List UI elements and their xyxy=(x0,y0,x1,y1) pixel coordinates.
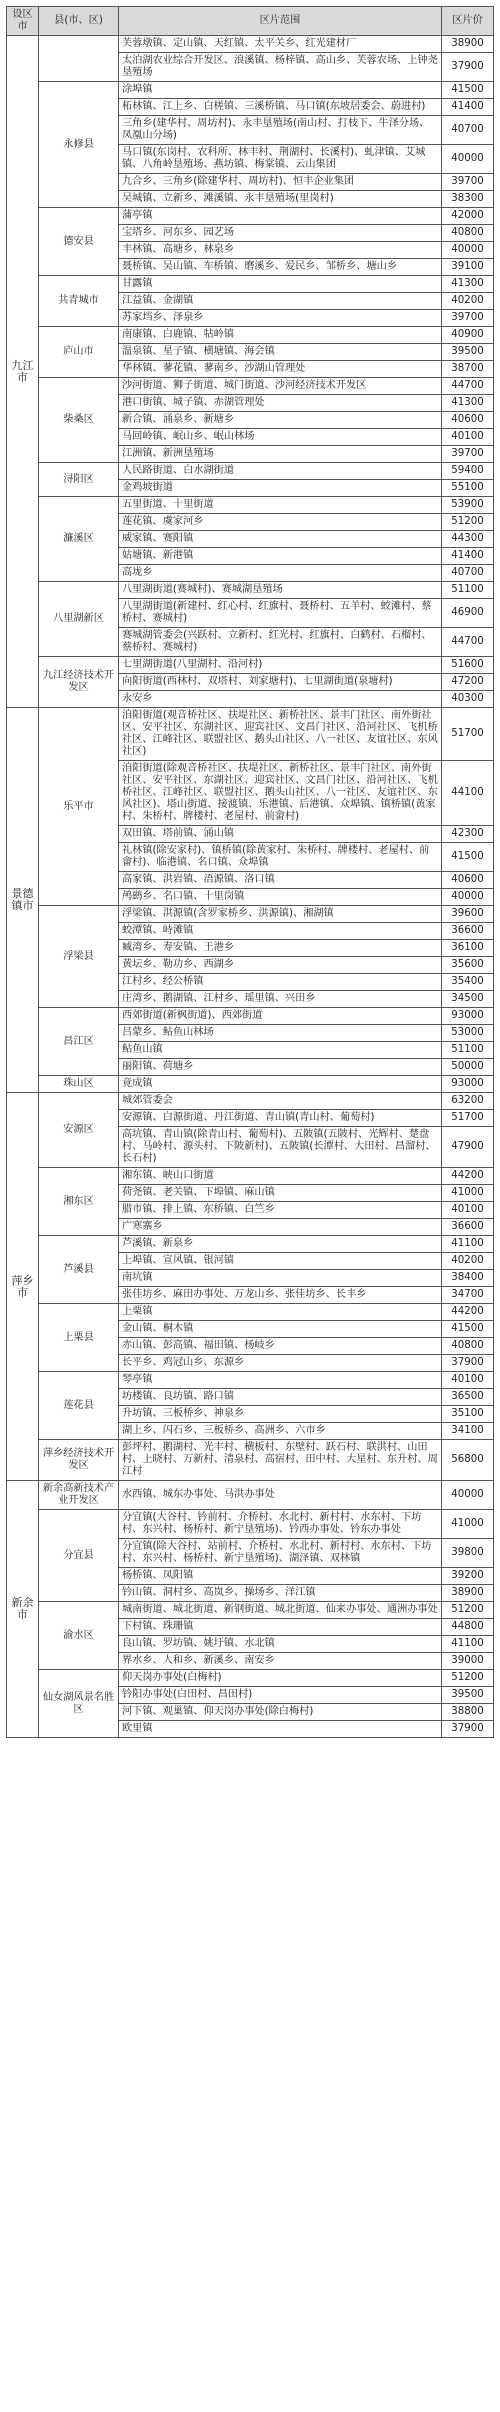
price-cell: 41100 xyxy=(442,1636,494,1653)
range-cell: 水西镇、城东办事处、马洪办事处 xyxy=(119,1481,442,1510)
price-cell: 40700 xyxy=(442,116,494,145)
price-cell: 39500 xyxy=(442,1687,494,1704)
range-cell: 马口镇(东岗村、农科所、林丰村、荆湖村、长溪村)、虬津镇、艾城镇、八角岭垦殖场、燕坊镇、梅棠镇、云山集团 xyxy=(119,145,442,174)
table-row xyxy=(7,1008,494,1025)
table-row xyxy=(7,36,494,53)
price-cell: 41500 xyxy=(442,82,494,99)
table-row xyxy=(7,657,494,674)
table-row xyxy=(7,1236,494,1253)
range-cell: 江洲镇、新洲垦殖场 xyxy=(119,446,442,463)
price-cell: 55100 xyxy=(442,480,494,497)
price-cell: 38800 xyxy=(442,1704,494,1721)
range-cell: 西郊街道(新枫街道)、西郊街道 xyxy=(119,1008,442,1025)
price-cell: 36100 xyxy=(442,940,494,957)
county-cell: 柴桑区 xyxy=(39,378,119,463)
price-cell: 40100 xyxy=(442,1202,494,1219)
county-cell: 珠山区 xyxy=(39,1076,119,1093)
range-cell: 九合乡、三角乡(除建华村、周坊村)、恒丰企业集团 xyxy=(119,174,442,191)
price-cell: 39700 xyxy=(442,446,494,463)
range-cell: 河下镇、观巢镇、仰天岗办事处(除白梅村) xyxy=(119,1704,442,1721)
price-cell: 41000 xyxy=(442,1185,494,1202)
range-cell: 洎阳街道(除观音桥社区、扶堤社区、新桥社区、景丰门社区、南外街社区、安平社区、东湖社区、迎宾社区、文昌门社区、沿河社区、飞机桥社区、江峰社区、联盟社区、鹅头山社区、八一社区、友谊社区、东风社区)、塔山街道、接渡镇、乐港镇、后港镇、众埠镇、镇桥镇(黄家村、朱桥村、牌楼村、老屋村、前畲村) xyxy=(119,761,442,826)
price-cell: 93000 xyxy=(442,1076,494,1093)
table-row xyxy=(7,82,494,99)
range-cell: 黄坛乡、勒功乡、西湖乡 xyxy=(119,957,442,974)
county-cell: 新余高新技术产业开发区 xyxy=(39,1481,119,1510)
range-cell: 湖上乡、闪石乡、三板桥乡、高洲乡、六市乡 xyxy=(119,1423,442,1440)
price-cell: 40000 xyxy=(442,242,494,259)
range-cell: 吕蒙乡、鲇鱼山林场 xyxy=(119,1025,442,1042)
price-cell: 44700 xyxy=(442,628,494,657)
price-cell: 40600 xyxy=(442,412,494,429)
price-cell: 63200 xyxy=(442,1093,494,1110)
price-cell: 40000 xyxy=(442,1481,494,1510)
price-cell: 41400 xyxy=(442,548,494,565)
city-cell: 萍乡市 xyxy=(7,1093,39,1481)
price-cell: 47900 xyxy=(442,1127,494,1168)
range-cell: 腊市镇、排上镇、东桥镇、白竺乡 xyxy=(119,1202,442,1219)
price-cell: 50000 xyxy=(442,1059,494,1076)
range-cell: 八里湖街道(新建村、红心村、红旗村、聂桥村、五羊村、蛟滩村、蔡桥村、赛城村) xyxy=(119,599,442,628)
range-cell: 江益镇、金湖镇 xyxy=(119,293,442,310)
range-cell: 高家镇、洪岩镇、浯源镇、洛口镇 xyxy=(119,872,442,889)
range-cell: 臧湾乡、寿安镇、王港乡 xyxy=(119,940,442,957)
range-cell: 礼林镇(除安家村)、镇桥镇(除黄家村、朱桥村、牌楼村、老屋村、前畲村)、临港镇、名口镇、众埠镇 xyxy=(119,843,442,872)
table-row xyxy=(7,1481,494,1510)
range-cell: 彭坪村、鹅湖村、光丰村、横板村、东壁村、跃石村、联洪村、山田村、上晓村、万新村、清泉村、高宿村、田中村、大星村、东升村、周江村 xyxy=(119,1440,442,1481)
price-cell: 40000 xyxy=(442,145,494,174)
city-cell: 九江市 xyxy=(7,36,39,708)
range-cell: 柘林镇、江上乡、白槎镇、三溪桥镇、马口镇(东坡居委会、蔚进村) xyxy=(119,99,442,116)
price-cell: 44200 xyxy=(442,1168,494,1185)
price-cell: 42300 xyxy=(442,826,494,843)
range-cell: 丽阳镇、荷塘乡 xyxy=(119,1059,442,1076)
county-cell: 浔阳区 xyxy=(39,463,119,497)
range-cell: 七里湖街道(八里湖村、沿河村) xyxy=(119,657,442,674)
table-header-row xyxy=(7,7,494,36)
land-price-table xyxy=(6,6,494,1738)
range-cell: 江村乡、经公桥镇 xyxy=(119,974,442,991)
range-cell: 湘东镇、峡山口街道 xyxy=(119,1168,442,1185)
range-cell: 洎阳街道(观音桥社区、扶堤社区、新桥社区、景丰门社区、南外街社区、安平社区、东湖社区、迎宾社区、文昌门社区、沿河社区、飞机桥社区、江峰社区、联盟社区、鹅头山社区、八一社区、友谊社区、东风社区) xyxy=(119,708,442,761)
price-cell: 36600 xyxy=(442,1219,494,1236)
table-row xyxy=(7,208,494,225)
price-cell: 40800 xyxy=(442,225,494,242)
county-cell: 共青城市 xyxy=(39,276,119,327)
range-cell: 丰林镇、高塘乡、林泉乡 xyxy=(119,242,442,259)
range-cell: 荷尧镇、老关镇、下埠镇、麻山镇 xyxy=(119,1185,442,1202)
county-cell: 乐平市 xyxy=(39,708,119,906)
range-cell: 安源镇、白源街道、丹江街道、青山镇(青山村、葡萄村) xyxy=(119,1110,442,1127)
county-cell: 莲花县 xyxy=(39,1372,119,1440)
price-cell: 44300 xyxy=(442,531,494,548)
price-cell: 40100 xyxy=(442,1372,494,1389)
range-cell: 港口街镇、城子镇、赤湖管理处 xyxy=(119,395,442,412)
range-cell: 芦溪镇、新泉乡 xyxy=(119,1236,442,1253)
county-cell: 浮梁县 xyxy=(39,906,119,1008)
county-cell: 安源区 xyxy=(39,1093,119,1168)
range-cell: 坊楼镇、良坊镇、路口镇 xyxy=(119,1389,442,1406)
table-row xyxy=(7,1670,494,1687)
range-cell: 三角乡(建华村、周坊村)、永丰垦殖场(南山村、打枝下、牛泽分场、凤凰山分场) xyxy=(119,116,442,145)
range-cell: 蛟潭镇、峙滩镇 xyxy=(119,923,442,940)
range-cell: 赤山镇、彭高镇、福田镇、杨岐乡 xyxy=(119,1338,442,1355)
price-cell: 41300 xyxy=(442,276,494,293)
range-cell: 吴城镇、立新乡、滩溪镇、永丰垦殖场(里岗村) xyxy=(119,191,442,208)
price-cell: 44100 xyxy=(442,761,494,826)
table-row xyxy=(7,1304,494,1321)
table-row xyxy=(7,1372,494,1389)
table-row xyxy=(7,497,494,514)
price-cell: 34700 xyxy=(442,1287,494,1304)
price-cell: 39200 xyxy=(442,1568,494,1585)
range-cell: 浮梁镇、洪源镇(含罗家桥乡、洪源镇)、湘湖镇 xyxy=(119,906,442,923)
table-row xyxy=(7,463,494,480)
range-cell: 涂埠镇 xyxy=(119,82,442,99)
price-cell: 93000 xyxy=(442,1008,494,1025)
range-cell: 钤阳办事处(白田村、昌田村) xyxy=(119,1687,442,1704)
price-cell: 35400 xyxy=(442,974,494,991)
price-cell: 44700 xyxy=(442,378,494,395)
range-cell: 聂桥镇、吴山镇、车桥镇、磨溪乡、爱民乡、邹桥乡、塘山乡 xyxy=(119,259,442,276)
price-cell: 44200 xyxy=(442,1304,494,1321)
price-cell: 40000 xyxy=(442,889,494,906)
county-cell: 濂溪区 xyxy=(39,497,119,582)
range-cell: 分宜镇(大谷村、钤前村、介桥村、水北村、新村村、水东村、下坊村、东兴村、杨桥村、新宁垦殖场)、钤西办事处、钤东办事处 xyxy=(119,1510,442,1539)
county-cell: 九江经济技术开发区 xyxy=(39,657,119,708)
price-cell: 41500 xyxy=(442,843,494,872)
table-row xyxy=(7,1440,494,1481)
range-cell: 钤山镇、洞村乡、高岚乡、操场乡、洋江镇 xyxy=(119,1585,442,1602)
range-cell: 太泊湖农业综合开发区、浪溪镇、杨梓镇、高山乡、芙蓉农场、上钟尧垦殖场 xyxy=(119,53,442,82)
price-cell: 39700 xyxy=(442,310,494,327)
range-cell: 向阳街道(西林村、双塔村、刘家塘村)、七里湖街道(泉塘村) xyxy=(119,674,442,691)
price-cell: 53900 xyxy=(442,497,494,514)
range-cell: 欧里镇 xyxy=(119,1721,442,1738)
price-cell: 56800 xyxy=(442,1440,494,1481)
table-row xyxy=(7,378,494,395)
table-row xyxy=(7,708,494,761)
range-cell: 马回岭镇、岷山乡、岷山林场 xyxy=(119,429,442,446)
range-cell: 高垅乡 xyxy=(119,565,442,582)
city-cell: 新余市 xyxy=(7,1481,39,1738)
price-cell: 51200 xyxy=(442,1602,494,1619)
table-row xyxy=(7,1510,494,1539)
range-cell: 界水乡、人和乡、新溪乡、南安乡 xyxy=(119,1653,442,1670)
range-cell: 良山镇、罗坊镇、姚圩镇、水北镇 xyxy=(119,1636,442,1653)
range-cell: 赛城湖管委会(兴跃村、立新村、红光村、红旗村、白鹤村、石榴村、蔡桥村、赛城村) xyxy=(119,628,442,657)
range-cell: 姑塘镇、新港镇 xyxy=(119,548,442,565)
table-row xyxy=(7,327,494,344)
county-cell: 八里湖新区 xyxy=(39,582,119,657)
range-cell: 仰天岗办事处(白梅村) xyxy=(119,1670,442,1687)
county-cell: 萍乡经济技术开发区 xyxy=(39,1440,119,1481)
price-cell: 38700 xyxy=(442,361,494,378)
price-cell: 39600 xyxy=(442,906,494,923)
header-price: 区片价 xyxy=(442,7,494,36)
price-cell: 38300 xyxy=(442,191,494,208)
price-cell: 41100 xyxy=(442,1236,494,1253)
range-cell: 南康镇、白鹿镇、牯岭镇 xyxy=(119,327,442,344)
range-cell: 分宜镇(除大谷村、站前村、介桥村、水北村、新村村、水东村、下坊村、东兴村、杨桥村、新宁垦殖场)、湖泽镇、双林镇 xyxy=(119,1539,442,1568)
price-cell: 40200 xyxy=(442,293,494,310)
price-cell: 40800 xyxy=(442,1338,494,1355)
range-cell: 人民路街道、白水湖街道 xyxy=(119,463,442,480)
range-cell: 五里街道、十里街道 xyxy=(119,497,442,514)
range-cell: 温泉镇、星子镇、横塘镇、海会镇 xyxy=(119,344,442,361)
price-cell: 40900 xyxy=(442,327,494,344)
table-row xyxy=(7,1602,494,1619)
table-row xyxy=(7,1093,494,1110)
range-cell: 广寒寨乡 xyxy=(119,1219,442,1236)
county-cell: 上栗县 xyxy=(39,1304,119,1372)
price-cell: 37900 xyxy=(442,53,494,82)
range-cell: 竟成镇 xyxy=(119,1076,442,1093)
range-cell: 鸬鹚乡、名口镇、十里岗镇 xyxy=(119,889,442,906)
range-cell: 双田镇、塔前镇、涌山镇 xyxy=(119,826,442,843)
price-cell: 41500 xyxy=(442,1321,494,1338)
county-cell: 庐山市 xyxy=(39,327,119,378)
price-cell: 51700 xyxy=(442,708,494,761)
range-cell: 莲花镇、虞家河乡 xyxy=(119,514,442,531)
table-row xyxy=(7,582,494,599)
price-cell: 39500 xyxy=(442,344,494,361)
header-city: 设区市 xyxy=(7,7,39,36)
price-cell: 51100 xyxy=(442,1042,494,1059)
price-cell: 39800 xyxy=(442,1539,494,1568)
range-cell: 庄湾乡、鹅湖镇、江村乡、瑶里镇、兴田乡 xyxy=(119,991,442,1008)
county-cell: 芦溪县 xyxy=(39,1236,119,1304)
price-cell: 34500 xyxy=(442,991,494,1008)
price-cell: 35100 xyxy=(442,1406,494,1423)
range-cell: 八里湖街道(赛城村)、赛城湖垦殖场 xyxy=(119,582,442,599)
price-cell: 42000 xyxy=(442,208,494,225)
range-cell: 新合镇、涌泉乡、新塘乡 xyxy=(119,412,442,429)
range-cell: 升坊镇、三板桥乡、神泉乡 xyxy=(119,1406,442,1423)
range-cell: 沙河街道、狮子街道、城门街道、沙河经济技术开发区 xyxy=(119,378,442,395)
price-cell: 38900 xyxy=(442,1585,494,1602)
range-cell: 威家镇、赛阳镇 xyxy=(119,531,442,548)
price-cell: 34100 xyxy=(442,1423,494,1440)
price-cell: 47200 xyxy=(442,674,494,691)
header-range: 区片范围 xyxy=(119,7,442,36)
price-cell: 40600 xyxy=(442,872,494,889)
range-cell: 杨桥镇、凤阳镇 xyxy=(119,1568,442,1585)
range-cell: 华林镇、蓼花镇、蓼南乡、沙湖山管理处 xyxy=(119,361,442,378)
range-cell: 上埠镇、宣风镇、银河镇 xyxy=(119,1253,442,1270)
range-cell: 下村镇、珠珊镇 xyxy=(119,1619,442,1636)
county-cell: 湘东区 xyxy=(39,1168,119,1236)
table-body xyxy=(7,36,494,1738)
price-cell: 40700 xyxy=(442,565,494,582)
range-cell: 金山镇、桐木镇 xyxy=(119,1321,442,1338)
county-cell: 昌江区 xyxy=(39,1008,119,1076)
range-cell: 鲇鱼山镇 xyxy=(119,1042,442,1059)
price-cell: 51200 xyxy=(442,514,494,531)
price-cell: 41300 xyxy=(442,395,494,412)
price-cell: 38900 xyxy=(442,36,494,53)
price-cell: 46900 xyxy=(442,599,494,628)
price-cell: 37900 xyxy=(442,1355,494,1372)
range-cell: 永安乡 xyxy=(119,691,442,708)
price-cell: 36500 xyxy=(442,1389,494,1406)
county-cell: 渝水区 xyxy=(39,1602,119,1670)
range-cell: 甘露镇 xyxy=(119,276,442,293)
price-cell: 35600 xyxy=(442,957,494,974)
price-cell: 51200 xyxy=(442,1670,494,1687)
county-cell: 仙女湖风景名胜区 xyxy=(39,1670,119,1738)
price-cell: 51100 xyxy=(442,582,494,599)
price-cell: 38400 xyxy=(442,1270,494,1287)
price-cell: 39000 xyxy=(442,1653,494,1670)
price-cell: 44800 xyxy=(442,1619,494,1636)
range-cell: 城郊管委会 xyxy=(119,1093,442,1110)
price-cell: 36600 xyxy=(442,923,494,940)
county-cell: 永修县 xyxy=(39,82,119,208)
price-cell: 51700 xyxy=(442,1110,494,1127)
range-cell: 琴亭镇 xyxy=(119,1372,442,1389)
county-cell: 德安县 xyxy=(39,208,119,276)
range-cell: 宝塔乡、河东乡、园艺场 xyxy=(119,225,442,242)
table-row xyxy=(7,1076,494,1093)
price-cell: 51600 xyxy=(442,657,494,674)
range-cell: 芙蓉墩镇、定山镇、天红镇、太平关乡、红光建材厂 xyxy=(119,36,442,53)
range-cell: 高坑镇、青山镇(除青山村、葡萄村)、五陂镇(五陂村、光辉村、楚盘村、马岭村、源头村、下陂新村)、五陂镇(长潭村、大田村、昌溜村、长石村) xyxy=(119,1127,442,1168)
range-cell: 张佳坊乡、麻田办事处、万龙山乡、张佳坊乡、长丰乡 xyxy=(119,1287,442,1304)
range-cell: 蒲亭镇 xyxy=(119,208,442,225)
table-row xyxy=(7,276,494,293)
price-cell: 59400 xyxy=(442,463,494,480)
range-cell: 南坑镇 xyxy=(119,1270,442,1287)
range-cell: 长平乡、鸡冠山乡、东源乡 xyxy=(119,1355,442,1372)
price-cell: 40100 xyxy=(442,429,494,446)
range-cell: 苏家垱乡、泽泉乡 xyxy=(119,310,442,327)
price-cell: 40200 xyxy=(442,1253,494,1270)
county-cell: 分宜县 xyxy=(39,1510,119,1602)
range-cell: 金鸡坡街道 xyxy=(119,480,442,497)
price-cell: 39700 xyxy=(442,174,494,191)
price-cell: 40300 xyxy=(442,691,494,708)
price-cell: 37900 xyxy=(442,1721,494,1738)
price-cell: 39100 xyxy=(442,259,494,276)
price-cell: 41000 xyxy=(442,1510,494,1539)
price-cell: 41400 xyxy=(442,99,494,116)
county-cell xyxy=(39,36,119,82)
table-row xyxy=(7,1168,494,1185)
range-cell: 上栗镇 xyxy=(119,1304,442,1321)
table-row xyxy=(7,906,494,923)
price-cell: 53000 xyxy=(442,1025,494,1042)
header-county: 县(市、区) xyxy=(39,7,119,36)
range-cell: 城南街道、城北街道、新钢街道、城北街道、仙来办事处、通洲办事处 xyxy=(119,1602,442,1619)
city-cell: 景德镇市 xyxy=(7,708,39,1093)
